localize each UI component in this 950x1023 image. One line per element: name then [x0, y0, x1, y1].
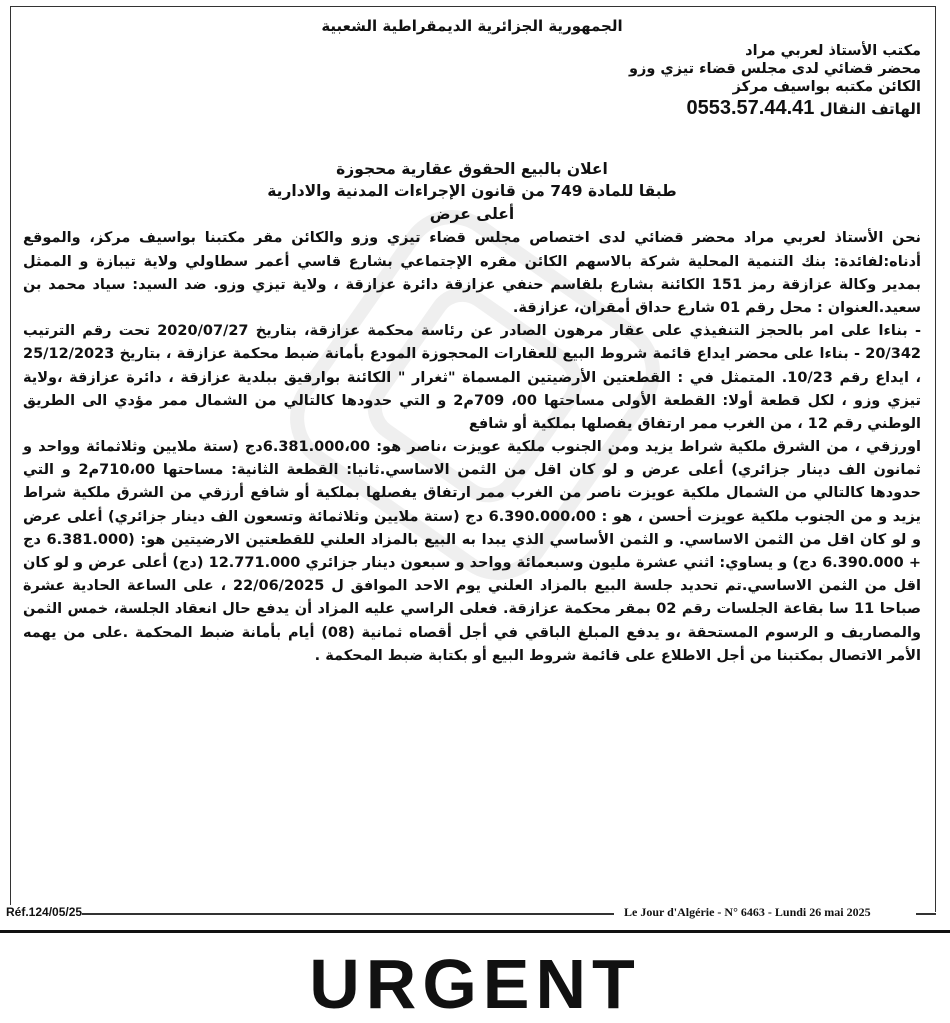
notice-titles	[23, 158, 921, 225]
next-notice	[0, 930, 950, 1023]
footer-rule-right	[916, 913, 936, 915]
notice-subtitle: طبقا للمادة 749 من قانون الإجراءات المدنية والادارية	[267, 182, 677, 201]
urgent-headline: URGENT	[309, 945, 641, 1023]
office-role: محضر قضائي لدى مجلس قضاء تيزي وزو	[628, 61, 921, 77]
republic-header: الجمهورية الجزائرية الديمقراطية الشعبية	[321, 17, 623, 35]
journal-credit: Le Jour d'Algérie - N° 6463 - Lundi 26 mai 2025	[624, 905, 871, 919]
phone-line	[23, 97, 921, 120]
office-name: مكتب الأستاذ لعربي مراد	[745, 43, 921, 59]
phone-number: 0553.57.44.41	[686, 97, 815, 119]
footer-rule-left	[10, 913, 614, 915]
office-address: الكائن مكتبه بواسيف مركز	[732, 79, 921, 95]
phone-label: الهاتف النقال	[819, 100, 921, 118]
body-paragraph-3: اورزقي ، من الشرق ملكية شراط يزيد ومن الجنوب ملكية عويزت ،ناصر هو: 6.381.000،00دج (ستة ملايين وثلاثمائة وواحد و ثمانون الف دينار جزائري) أعلى عرض و لو كان اقل من الثمن الاساسي.ثانيا: القطعة الثانية: مساحتها 710،00م2 و التي حدودها كالتالي من الشمال ملكية عويزت ناصر من الغرب ممر ارتفاق يفصلها بملكية أو شافع أرزقي من الشرق ملكية شراط يزيد و من الجنوب ملكية عويزت أحسن ، هو : 6.390.000،00 دج (ستة ملايين وثلاثمائة وتسعون الف دينار جزائري) أعلى عرض و لو كان اقل من الثمن الاساسي. و الثمن الأساسي الذي يبدا به البيع بالمزاد العلني للقطعتين الارضيتين هو: (6.381.000 دج + 6.390.000 دج) و يساوي: اثني عشرة مليون وسبعمائة وواحد و سبعون دينار جزائري 12.771.000 (دج) أعلى عرض و لو كان اقل من الثمن الاساسي.تم تحديد جلسة البيع بالمزاد العلني يوم الاحد الموافق ل 22/06/2025 ، على الساعة الحادية عشرة صباحا 11 سا بقاعة الجلسات رقم 02 بمقر محكمة عزازقة. فعلى الراسي عليه المزاد أن يدفع حال انعقاد الجلسة، خمس الثمن والمصاريف و الرسوم المستحقة ،و يدفع المبلغ الباقي في أجل أقصاه ثمانية (08) أيام بأمانة ضبط المحكمة .على من يهمه الأمر الاتصال بمكتبنا من أجل الاطلاع على قائمة شروط البيع أو بكتابة ضبط المحكمة .	[23, 439, 921, 664]
legal-notice	[10, 6, 936, 912]
notice-content	[11, 7, 935, 668]
notice-body	[23, 227, 921, 668]
notice-highest-offer: أعلى عرض	[429, 204, 515, 223]
body-paragraph-1: نحن الأستاذ لعربي مراد محضر قضائي لدى اختصاص مجلس قضاء تيزي وزو والكائن مقر مكتبنا بواسيف مركز، والموقع أدناه:لفائدة: بنك التنمية المحلية شركة بالاسهم الكائن مقره الإجتماعي بشارع قاسي أعمر سطاولي ولاية تيبازة و الممثل بمدير وكالة عزازقة رمز 151 الكائنة بشارع بلقاسم حنفي عزازقة دائرة عزازقة ، ولاية تيزي وزو. ضد السيد: سياد محمد بن سعيد.العنوان : محل رقم 01 شارع حداق أمقران، عزازقة.	[23, 230, 922, 316]
notice-title: اعلان بالبيع الحقوق عقارية محجوزة	[336, 160, 608, 178]
notice-footer	[0, 905, 950, 921]
body-paragraph-2: - بناءا على امر بالحجز التنفيذي على عقار مرهون الصادر عن رئاسة محكمة عزازقة، بتاريخ 2020/07/27 تحت رقم الترتيب 20/342 - بناءا على محضر ايداع قائمة شروط البيع للعقارات المحجوزة المودع بأمانة ضبط محكمة عزازقة ، بتاريخ 25/12/2023 ، ايداع رقم 10/23. المتمثل في : القطعتين الأرضيتين المسماة "ثغرار " الكائنة بوارقيق ببلدية عزازقة ، دائرة عزازقة ،ولاية تيزي وزو ، لكل قطعة أولا: القطعة الأولى مساحتها 00، 709م2 و التي حدودها كالتالي من الشمال ممر مؤدي الى الطريق الوطني رقم 12 ، من الغرب ممر ارتفاق يفصلها بملكية أو شافع	[23, 323, 922, 432]
reference-number: Réf.124/05/25	[6, 905, 83, 919]
